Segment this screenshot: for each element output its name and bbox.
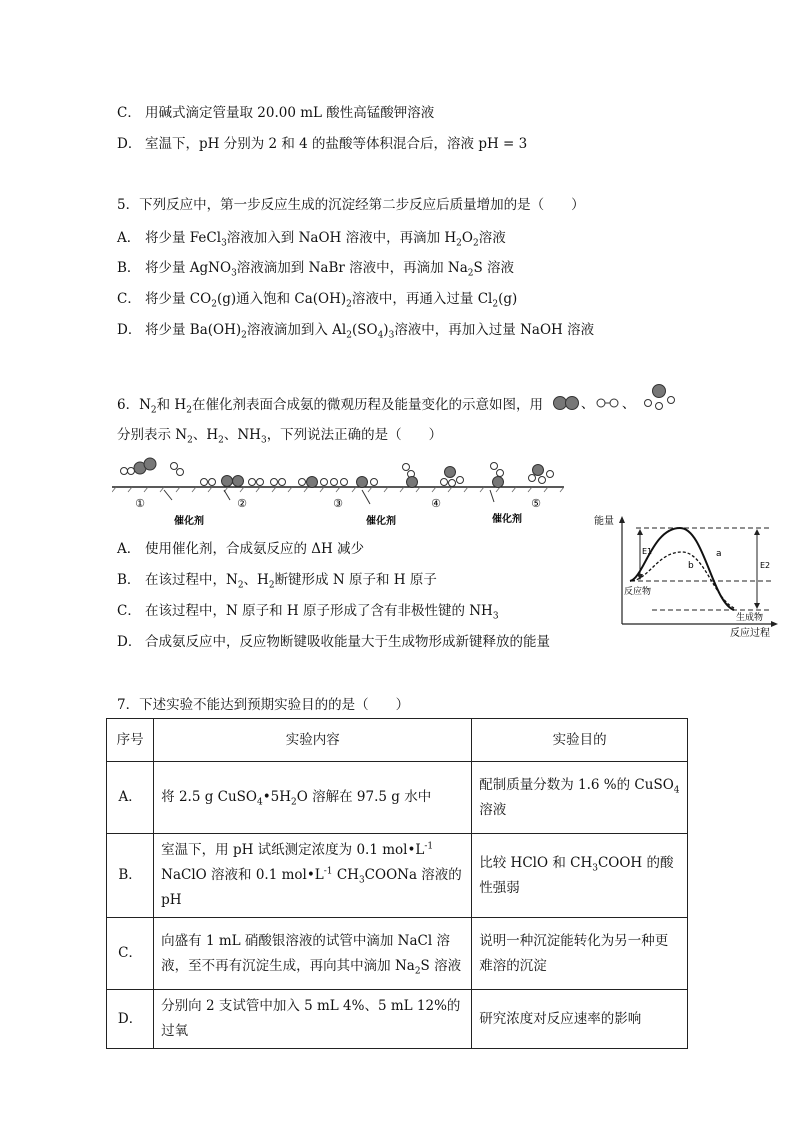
header-index: 序号 — [107, 719, 154, 762]
catalyst-label-3: 催化剂 — [492, 514, 522, 525]
step-label-3: ③ — [333, 497, 343, 510]
step-label-1: ① — [135, 497, 145, 510]
step-label-2: ② — [237, 497, 247, 510]
step3-molecules — [299, 477, 378, 488]
step1-molecules — [121, 458, 184, 476]
curve-b-label: b — [688, 561, 694, 571]
table-row: A． 将 2.5 g $CuSO_4•5H_2O$ 溶解在 97.5 g 水中 配制质量分数为 1.6 %的 CuSO$_4$溶液 — [107, 762, 688, 834]
legend-sep-1: 、 — [581, 397, 595, 412]
h2-molecule-icon — [597, 399, 618, 407]
q6-option-b: B． 在该过程中，$N_2$、$H_2$断键形成 N 原子和 H 原子 — [117, 572, 437, 591]
step2-molecules — [201, 476, 286, 487]
step4-molecules — [403, 464, 464, 488]
nh3-molecule-icon — [645, 385, 675, 410]
table-row: B． 室温下，用 pH 试纸测定浓度为 0.1 $mol•L^{-1}$ NaClO 溶液和 0.1 $mol•L^{-1}$ $CH_3COONa$ 溶液的 pH 比较 HClO 和 $CH_3COOH$ 的酸性强弱 — [107, 834, 688, 918]
catalyst-label-1: 催化剂 — [174, 516, 204, 527]
q4-option-d: D． 室温下，pH 分别为 2 和 4 的盐酸等体积混合后，溶液 pH = 3 — [117, 136, 528, 152]
q5-option-d: D． 将少量 $Ba(OH)_2$溶液滴加到入 $Al_2(SO_4)_3$溶液中，再加入过量 NaOH 溶液 — [117, 322, 595, 341]
q7-title: 7．下述实验不能达到预期实验目的的是（ ） — [117, 697, 410, 713]
reactant-label: 反应物 — [624, 587, 652, 597]
table-row: C． 向盛有 1 mL 硝酸银溶液的试管中滴加 NaCl 溶液，至不再有沉淀生成，再向其中滴加 $Na_2S$ 溶液 说明一种沉淀能转化为另一种更难溶的沉淀 — [107, 918, 688, 990]
q6-option-c: C． 在该过程中，N 原子和 H 原子形成了含有非极性键的 $NH_3$ — [117, 603, 499, 622]
legend-sep-2: 、 — [622, 397, 636, 412]
step-label-5: ⑤ — [531, 497, 541, 510]
e2-label: E2 — [760, 561, 771, 570]
q5-option-c: C． 将少量 $CO_2(g)$通入饱和 $Ca(OH)_2$溶液中，再通入过量 $Cl_2(g)$ — [117, 291, 518, 310]
reaction-process-figure — [112, 456, 564, 528]
q6-option-a: A． 使用催化剂，合成氨反应的 ΔH 减少 — [117, 541, 365, 557]
process-axis-label: 反应过程 — [730, 628, 770, 639]
step-label-4: ④ — [431, 497, 441, 510]
curve-a-label: a — [716, 549, 722, 559]
step5-molecules — [491, 463, 554, 488]
energy-diagram — [592, 512, 782, 640]
q6-title: 6．$N_2$和 $H_2$在催化剂表面合成氨的微观历程及能量变化的示意如图，用 — [117, 397, 543, 416]
q6-title-line2: 分别表示 $N_2$、$H_2$、$NH_3$，下列说法正确的是（ ） — [117, 427, 443, 446]
experiment-table — [106, 718, 688, 1049]
header-purpose: 实验目的 — [472, 719, 688, 762]
q4-option-c: C． 用碱式滴定管量取 20.00 mL 酸性高锰酸钾溶液 — [117, 105, 435, 121]
q6-option-d: D． 合成氨反应中，反应物断键吸收能量大于生成物形成新键释放的能量 — [117, 634, 550, 650]
n2-molecule-icon — [554, 397, 579, 410]
energy-axis-label: 能量 — [594, 516, 614, 527]
curve-b-line — [632, 552, 734, 608]
curve-a-line — [630, 528, 734, 610]
q5-option-a: A． 将少量 FeCl$_3$溶液加入到 NaOH 溶液中，再滴加 $H_2O_2$溶液 — [117, 230, 506, 249]
header-content: 实验内容 — [154, 719, 472, 762]
table-row: D． 分别向 2 支试管中加入 5 mL 4%、5 mL 12%的过氧 研究浓度对反应速率的影响 — [107, 990, 688, 1049]
q5-option-b: B． 将少量 AgNO$_3$溶液滴加到 NaBr 溶液中，再滴加 $Na_2S$ 溶液 — [117, 260, 515, 279]
product-label: 生成物 — [736, 613, 764, 623]
e1-label: E1 — [642, 547, 653, 556]
molecule-legend — [548, 382, 688, 412]
q5-title: 5．下列反应中，第一步反应生成的沉淀经第二步反应后质量增加的是（ ） — [117, 197, 585, 213]
table-header-row — [107, 719, 688, 762]
catalyst-label-2: 催化剂 — [366, 516, 396, 527]
